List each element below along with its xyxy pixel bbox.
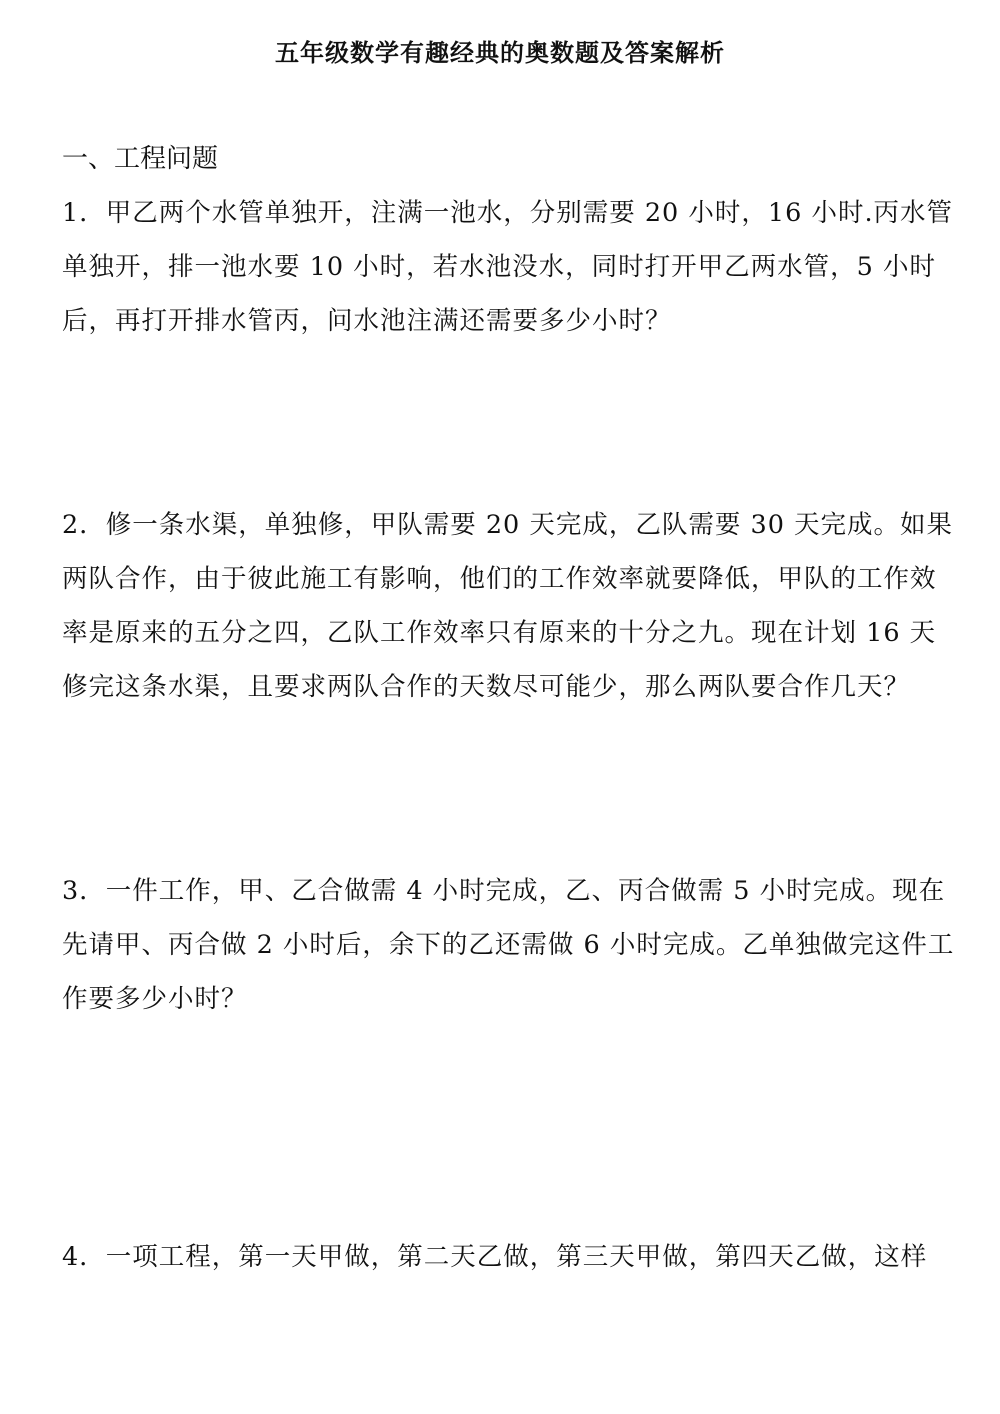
problem-1-line-1: 1．甲乙两个水管单独开，注满一池水，分别需要 20 小时，16 小时.丙水管 xyxy=(62,198,954,228)
section-heading: 一、工程问题 xyxy=(62,144,219,174)
problem-3-line-3: 作要多少小时？ xyxy=(62,984,248,1014)
problem-2-line-4: 修完这条水渠，且要求两队合作的天数尽可能少，那么两队要合作几天？ xyxy=(62,672,911,702)
problem-3-line-1: 3．一件工作，甲、乙合做需 4 小时完成，乙、丙合做需 5 小时完成。现在 xyxy=(62,876,946,906)
problem-1-line-2: 单独开，排一池水要 10 小时，若水池没水，同时打开甲乙两水管，5 小时 xyxy=(62,252,936,282)
problem-1-line-3: 后，再打开排水管丙，问水池注满还需要多少小时？ xyxy=(62,306,672,336)
problem-1 xyxy=(62,186,954,348)
problem-2 xyxy=(62,498,954,714)
problem-2-line-3: 率是原来的五分之四，乙队工作效率只有原来的十分之九。现在计划 16 天 xyxy=(62,618,937,648)
problem-2-line-2: 两队合作，由于彼此施工有影响，他们的工作效率就要降低，甲队的工作效 xyxy=(62,564,937,594)
problem-4-line-1: 4．一项工程，第一天甲做，第二天乙做，第三天甲做，第四天乙做，这样 xyxy=(62,1242,928,1272)
problem-3 xyxy=(62,864,955,1026)
problem-2-line-1: 2．修一条水渠，单独修，甲队需要 20 天完成，乙队需要 30 天完成。如果 xyxy=(62,510,954,540)
problem-4 xyxy=(62,1230,942,1284)
document-title: 五年级数学有趣经典的奥数题及答案解析 xyxy=(275,39,725,67)
problem-3-line-2: 先请甲、丙合做 2 小时后，余下的乙还需做 6 小时完成。乙单独做完这件工 xyxy=(62,930,955,960)
